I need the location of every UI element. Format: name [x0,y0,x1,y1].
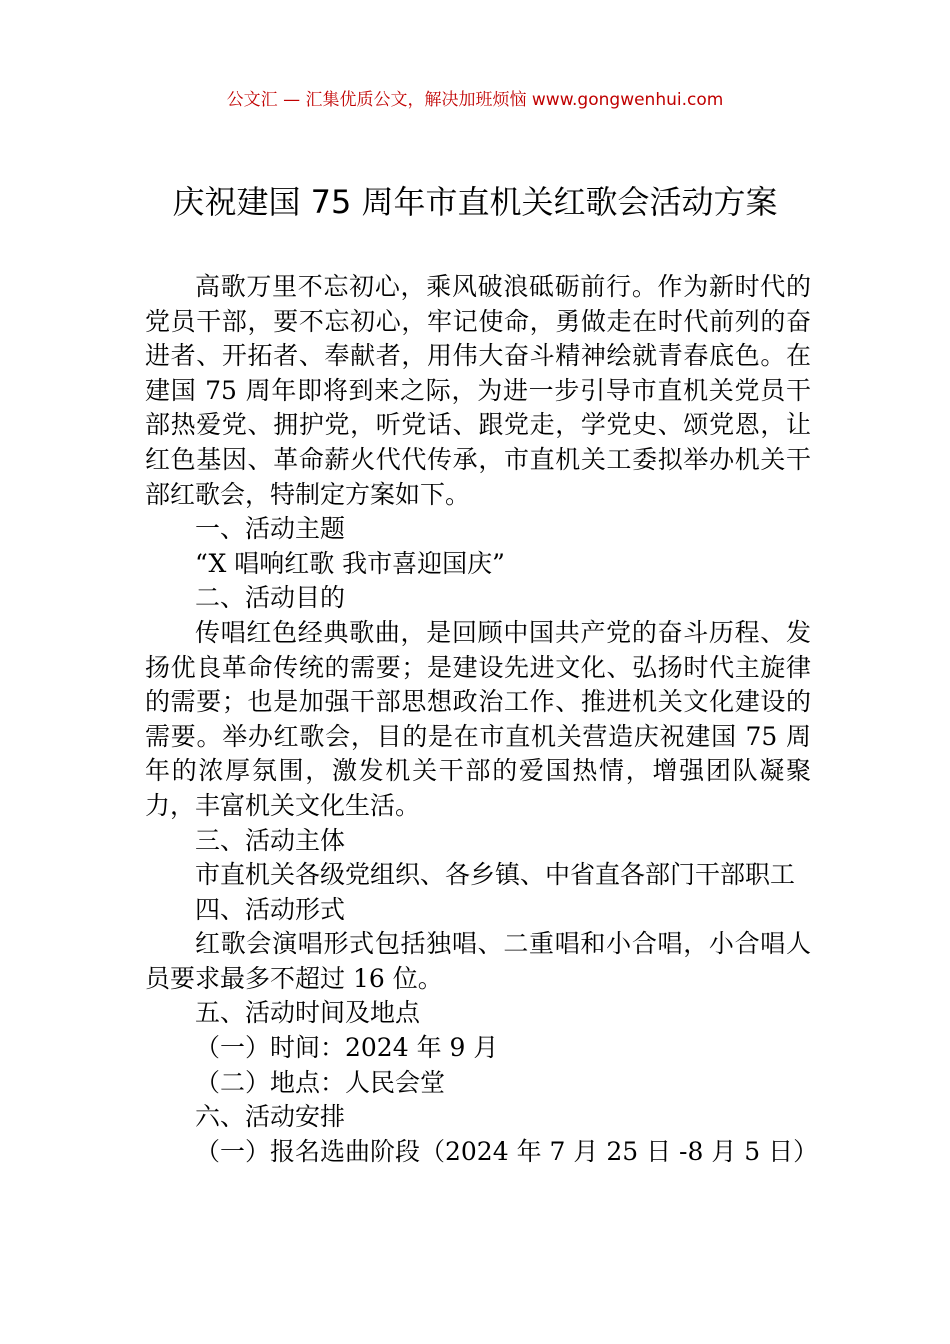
section-heading-format: 四、活动形式 [195,894,346,924]
section-heading-arrangement: 六、活动安排 [195,1102,346,1132]
section-heading-purpose: 二、活动目的 [195,583,346,613]
time-item: （一）时间：2024 年 9 月 [195,1033,499,1063]
document-title: 庆祝建国 75 周年市直机关红歌会活动方案 [172,183,778,221]
document-body [145,270,819,1169]
theme-slogan: “X 唱响红歌 我市喜迎国庆” [195,548,505,578]
purpose-paragraph: 传唱红色经典歌曲，是回顾中国共产党的奋斗历程、发扬优良革命传统的需要；是建设先进文化、弘扬时代主旋律的需要；也是加强干部思想政治工作、推进机关文化建设的需要。举办红歌会，目的是在市直机关营造庆祝建国 75 周年的浓厚氛围，激发机关干部的爱国热情，增强团队凝聚力，丰富机关文化生活。 [145,617,811,820]
section-heading-participants: 三、活动主体 [195,825,346,855]
website-banner: 公文汇 — 汇集优质公文，解决加班烦恼 www.gongwenhui.com [226,90,724,110]
format-paragraph: 红歌会演唱形式包括独唱、二重唱和小合唱，小合唱人员要求最多不超过 16 位。 [145,929,811,993]
section-heading-theme: 一、活动主题 [195,514,346,544]
registration-stage-item: （一）报名选曲阶段（2024 年 7 月 25 日 -8 月 5 日） [195,1136,819,1166]
place-item: （二）地点：人民会堂 [195,1067,446,1097]
participants-paragraph: 市直机关各级党组织、各乡镇、中省直各部门干部职工 [195,860,796,890]
intro-paragraph: 高歌万里不忘初心，乘风破浪砥砺前行。作为新时代的党员干部，要不忘初心，牢记使命，勇做走在时代前列的奋进者、开拓者、奉献者，用伟大奋斗精神绘就青春底色。在建国 75 周年即将到来之际，为进一步引导市直机关党员干部热爱党、拥护党，听党话、跟党走，学党史、颂党恩，让红色基因、革命薪火代代传承，市直机关工委拟举办机关干部红歌会，特制定方案如下。 [145,272,811,509]
section-heading-time-place: 五、活动时间及地点 [195,998,421,1028]
